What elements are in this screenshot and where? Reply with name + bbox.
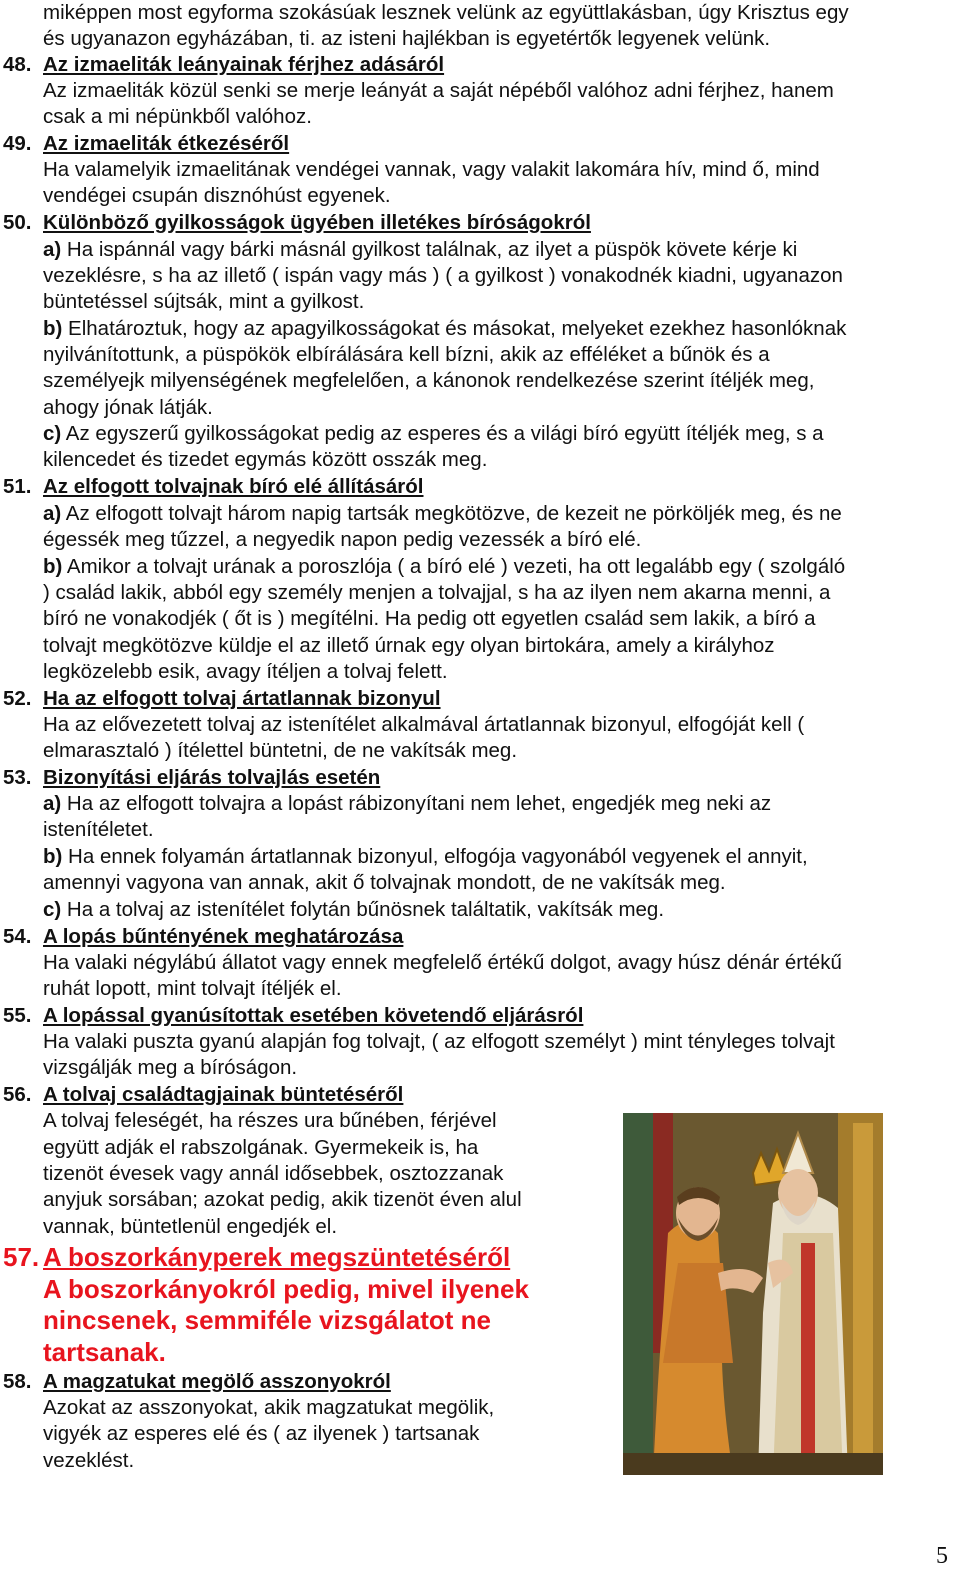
text-line: amennyi vagyona van annak, akit ő tolvajnak mondott, de ne vakítsák meg. <box>43 871 726 894</box>
text-line <box>43 554 845 580</box>
item-label: b) <box>43 555 63 578</box>
section-title: A lopással gyanúsítottak esetében követendő eljárásról <box>43 1004 584 1027</box>
text-line: ) család lakik, abból egy személy menjen a tolvajjal, s ha az ilyen nem akarna menni, a <box>43 581 831 604</box>
item-text: Ha az elfogott tolvajra a lopást rábizonyítani nem lehet, engedjék meg neki az <box>61 792 772 815</box>
text-line: és ugyanazon egyházában, ti. az isteni hajlékban is egyetértők legyenek velünk. <box>43 27 771 50</box>
text-line: Ha valaki négylábú állatot vagy ennek megfelelő értékű dolgot, avagy húsz dénár értékű <box>43 951 842 974</box>
text-line: tartsanak. <box>43 1337 166 1367</box>
section-number: 53. <box>3 766 32 789</box>
text-line: Ha valamelyik izmaelitának vendégei vannak, vagy valakit lakomára hív, mind ő, mind <box>43 158 820 181</box>
text-line: Azokat az asszonyokat, akik magzatukat megölik, <box>43 1396 495 1419</box>
section-number: 51. <box>3 475 32 498</box>
text-line: együtt adják el rabszolgának. Gyermekeik is, ha <box>43 1136 479 1159</box>
text-line: A boszorkányokról pedig, mivel ilyenek <box>43 1274 529 1304</box>
text-line: miképpen most egyforma szokásúak lesznek velünk az együttlakásban, úgy Krisztus egy <box>43 1 849 24</box>
text-line: nincsenek, semmiféle vizsgálatot ne <box>43 1305 491 1335</box>
section-title: Bizonyítási eljárás tolvajlás esetén <box>43 766 381 789</box>
text-line: vigyék az esperes elé és ( az ilyenek ) tartsanak <box>43 1422 480 1445</box>
section-title: Ha az elfogott tolvaj ártatlannak bizonyul <box>43 687 441 710</box>
text-line: elmarasztaló ) ítélettel büntetni, de ne vakítsák meg. <box>43 739 518 762</box>
text-line: vannak, büntetlenül engedjék el. <box>43 1215 338 1238</box>
section-number: 48. <box>3 53 32 76</box>
text-line: nyilvánítottunk, a püspökök elbírálására kell bízni, akik az efféléket a bűnök és a <box>43 343 770 366</box>
item-text: Ha a tolvaj az istenítélet folytán bűnösnek találtatik, vakítsák meg. <box>61 898 665 921</box>
item-text: Az elfogott tolvajt három napig tartsák megkötözve, de kezeit ne pörköljék meg, és ne <box>61 502 842 525</box>
medieval-coronation-miniature-icon <box>623 1113 883 1475</box>
text-line: kilencedet és tizedet egymás között osszák meg. <box>43 448 488 471</box>
text-line: büntetéssel sújtsák, mint a gyilkost. <box>43 290 365 313</box>
text-line: anyjuk sorsában; azokat pedig, akik tizenöt éven alul <box>43 1188 522 1211</box>
text-line: Ha az elővezetett tolvaj az istenítélet alkalmával ártatlannak bizonyul, elfogóját kell ( <box>43 713 805 736</box>
section-number: 58. <box>3 1370 32 1393</box>
text-line <box>43 237 797 263</box>
text-line: égessék meg tűzzel, a negyedik napon pedig vezessék a bíró elé. <box>43 528 642 551</box>
item-text: Amikor a tolvajt urának a poroszlója ( a bíró elé ) vezeti, ha ott legalább egy ( szolgáló <box>62 555 846 578</box>
section-number: 55. <box>3 1004 32 1027</box>
section-number: 52. <box>3 687 32 710</box>
item-label: a) <box>43 502 62 525</box>
text-line: személyejk milyenségének megfelelően, a kánonok rendelkezése szerint ítéljék meg, <box>43 369 815 392</box>
text-line: Ha valaki puszta gyanú alapján fog tolvajt, ( az elfogott személyt ) mint tényleges tolvajt <box>43 1030 835 1053</box>
section-title: Az elfogott tolvajnak bíró elé állításáról <box>43 475 424 498</box>
item-label: a) <box>43 238 62 261</box>
item-label: a) <box>43 792 62 815</box>
text-line <box>43 791 771 817</box>
section-title: A magzatukat megölő asszonyokról <box>43 1370 391 1393</box>
item-label: b) <box>43 317 63 340</box>
item-text: Ha ennek folyamán ártatlannak bizonyul, elfogója vagyonából vegyenek el annyit, <box>62 845 808 868</box>
section-number: 54. <box>3 925 32 948</box>
text-line: tolvajt megkötözve küldje el az illető úrnak egy olyan birtokára, amely a királyhoz <box>43 634 775 657</box>
text-line: ruhát lopott, mint tolvajt ítéljék el. <box>43 977 342 1000</box>
item-label: c) <box>43 422 62 445</box>
text-line <box>43 844 808 870</box>
section-number: 50. <box>3 211 32 234</box>
text-line: Az izmaeliták közül senki se merje leányát a saját népéből valóhoz adni férjhez, hanem <box>43 79 834 102</box>
text-line: tizenöt évesek vagy annál idősebbek, osztozzanak <box>43 1162 504 1185</box>
text-line: vezeklést. <box>43 1449 135 1472</box>
text-line: ahogy jónak látják. <box>43 396 213 419</box>
section-number: 49. <box>3 132 32 155</box>
text-line <box>43 316 846 342</box>
text-line <box>43 421 824 447</box>
item-label: b) <box>43 845 63 868</box>
text-line: csak a mi népünkből valóhoz. <box>43 105 312 128</box>
text-line: legközelebb esik, avagy ítéljen a tolvaj felett. <box>43 660 448 683</box>
section-title: A boszorkányperek megszüntetéséről <box>43 1242 511 1272</box>
text-line: A tolvaj feleségét, ha részes ura bűnében, férjével <box>43 1109 497 1132</box>
section-title: A lopás bűntényének meghatározása <box>43 925 404 948</box>
section-title: Különböző gyilkosságok ügyében illetékes bíróságokról <box>43 211 591 234</box>
text-line: vendégei csupán disznóhúst egyenek. <box>43 184 391 207</box>
coronation-illustration <box>623 1113 883 1475</box>
text-line: bíró ne vonakodjék ( őt is ) megítélni. Ha pedig ott egyetlen család sem lakik, a bíró a <box>43 607 816 630</box>
section-title: Az izmaeliták étkezéséről <box>43 132 290 155</box>
text-line <box>43 501 842 527</box>
text-line <box>43 897 664 923</box>
text-line: vezeklésre, s ha az illető ( ispán vagy más ) ( a gyilkost ) vonakodnék kiadni, ugyanazon <box>43 264 843 287</box>
page-number: 5 <box>936 1543 948 1569</box>
item-text: Elhatároztuk, hogy az apagyilkosságokat és másokat, melyeket ezekhez hasonlóknak <box>62 317 847 340</box>
text-line: vizsgálják meg a bíróságon. <box>43 1056 298 1079</box>
section-title: Az izmaeliták leányainak férjhez adásáról <box>43 53 445 76</box>
text-line: istenítéletet. <box>43 818 154 841</box>
item-text: Ha ispánnál vagy bárki másnál gyilkost találnak, az ilyet a püspök követe kérje ki <box>61 238 798 261</box>
item-label: c) <box>43 898 62 921</box>
section-title: A tolvaj családtagjainak büntetéséről <box>43 1083 404 1106</box>
section-number: 56. <box>3 1083 32 1106</box>
section-number: 57. <box>3 1242 40 1272</box>
item-text: Az egyszerű gyilkosságokat pedig az esperes és a világi bíró együtt ítéljék meg, s a <box>61 422 824 445</box>
